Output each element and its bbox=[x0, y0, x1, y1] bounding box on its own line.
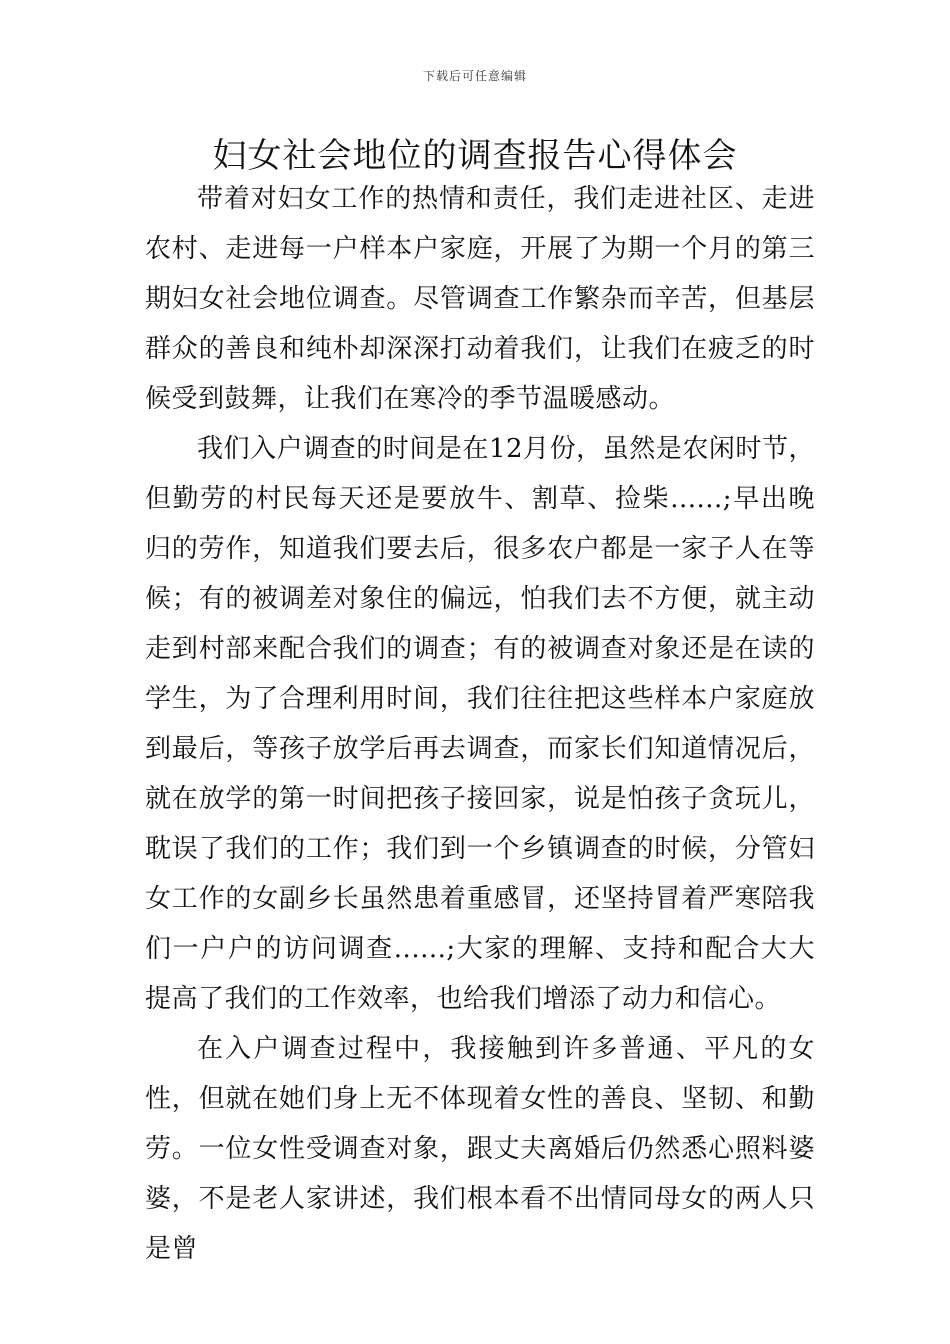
paragraph-1: 带着对妇女工作的热情和责任，我们走进社区、走进农村、走进每一户样本户家庭，开展了为期一个月的第三期妇女社会地位调查。尽管调查工作繁杂而辛苦，但基层群众的善良和纯朴却深深打动着我们，让我们在疲乏的时候受到鼓舞，让我们在寒冷的季节温暖感动。 bbox=[145, 184, 815, 414]
document-title: 妇女社会地位的调查报告心得体会 bbox=[212, 136, 738, 176]
paragraph-3: 在入户调查过程中，我接触到许多普通、平凡的女性，但就在她们身上无不体现着女性的善良、坚韧、和勤劳。一位女性受调查对象，跟丈夫离婚后仍然悉心照料婆婆，不是老人家讲述，我们根本看不出情同母女的两人只是曾 bbox=[145, 1034, 815, 1264]
header-note: 下载后可任意编辑 bbox=[422, 69, 527, 83]
document-body bbox=[145, 174, 815, 1274]
paragraph-2: 我们入户调查的时间是在12月份，虽然是农闲时节，但勤劳的村民每天还是要放牛、割草、捡柴......;早出晚归的劳作，知道我们要去后，很多农户都是一家子人在等候；有的被调差对象住的偏远，怕我们去不方便，就主动走到村部来配合我们的调查；有的被调查对象还是在读的学生，为了合理利用时间，我们往往把这些样本户家庭放到最后，等孩子放学后再去调查，而家长们知道情况后，就在放学的第一时间把孩子接回家，说是怕孩子贪玩儿，耽误了我们的工作；我们到一个乡镇调查的时候，分管妇女工作的女副乡长虽然患着重感冒，还坚持冒着严寒陪我们一户户的访问调查......;大家的理解、支持和配合大大提高了我们的工作效率，也给我们增添了动力和信心。 bbox=[145, 434, 815, 1014]
